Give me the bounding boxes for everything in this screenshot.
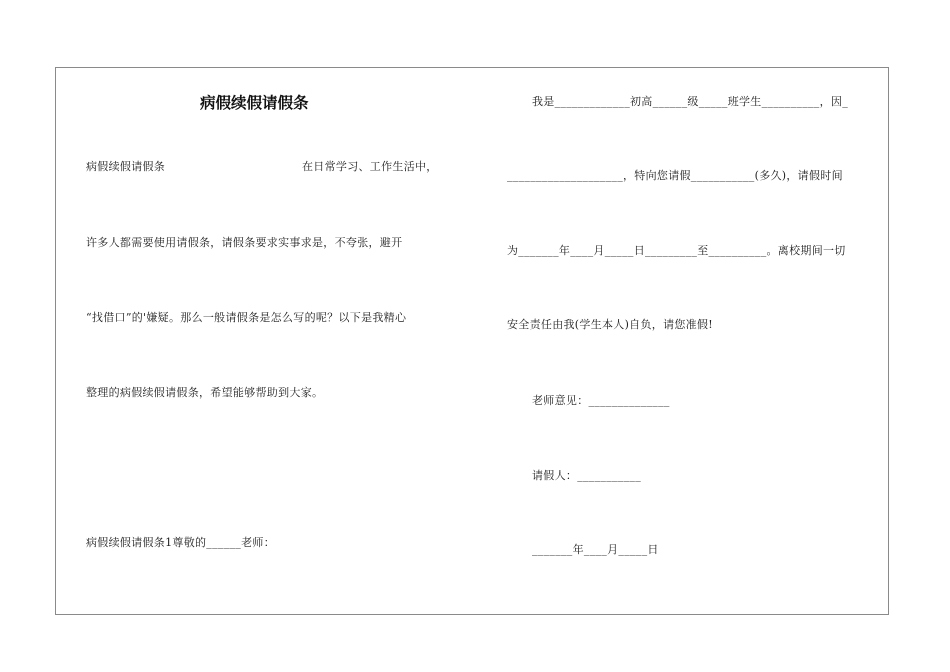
document-title: 病假续假请假条: [200, 94, 309, 112]
left-line-2: 许多人都需要使用请假条，请假条要求实事求是，不夸张，避开: [86, 236, 403, 249]
right-line-2: ____________________，特向您请假___________(多久)，请假时间: [507, 169, 843, 182]
right-line-3: 为_______年____月_____日_________至__________。离校期间一切: [507, 244, 846, 257]
left-line-1a: 病假续假请假条: [86, 160, 166, 173]
left-line-4: 整理的病假续假请假条，希望能够帮助到大家。: [86, 386, 324, 399]
teacher-opinion: 老师意见：______________: [532, 394, 670, 407]
left-line-3: “找借口”的'嫌疑。那么一般请假条是怎么写的呢？以下是我精心: [86, 311, 407, 324]
right-line-1: 我是_____________初高______级_____班学生__________，因_: [532, 95, 848, 108]
right-line-4: 安全责任由我(学生本人)自负，请您准假!: [507, 318, 714, 331]
date-line: _______年____月_____日: [532, 543, 659, 556]
document-page-frame: [55, 67, 889, 615]
applicant: 请假人：___________: [532, 469, 641, 482]
left-line-1b: 在日常学习、工作生活中，: [302, 160, 438, 173]
left-line-5: 病假续假请假条1尊敬的______老师：: [86, 536, 275, 549]
